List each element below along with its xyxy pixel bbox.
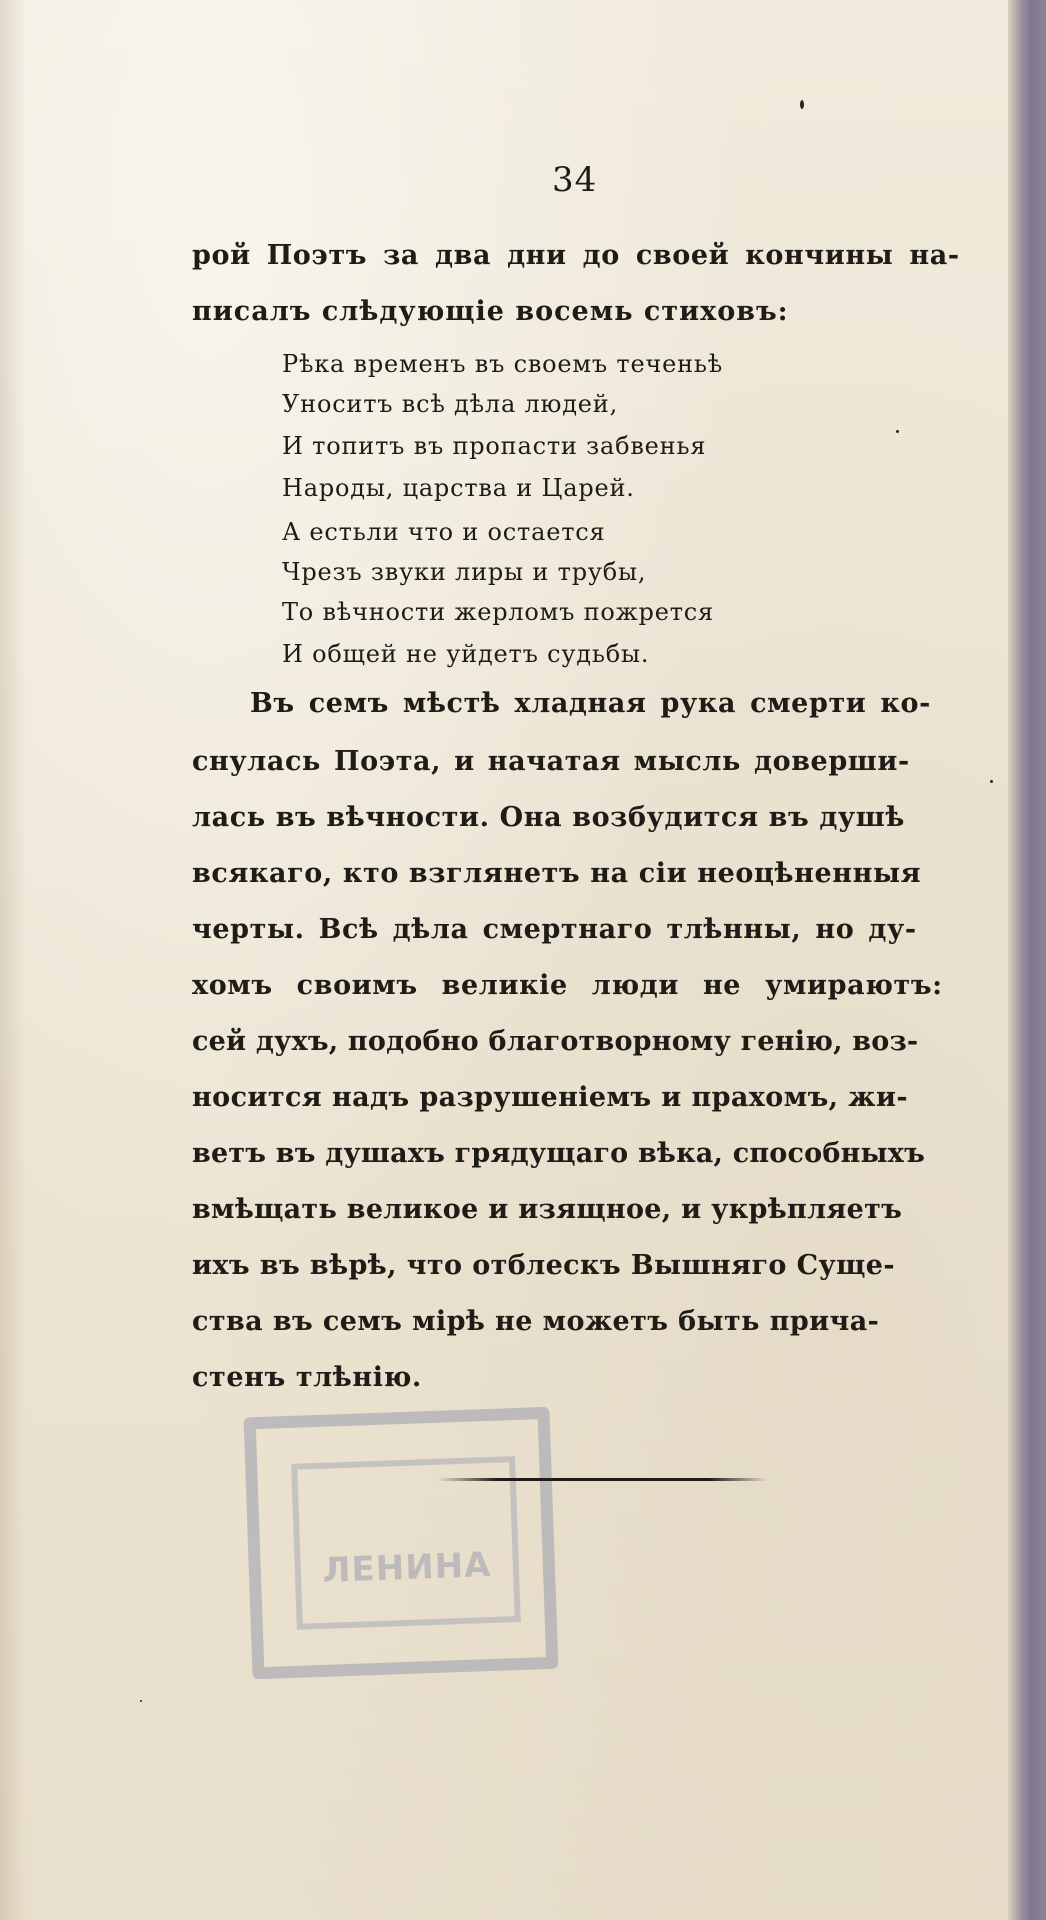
verse-line: И общей не уйдетъ судьбы. — [282, 640, 650, 668]
verse-line: Чрезъ звуки лиры и трубы, — [282, 558, 647, 586]
section-divider — [438, 1478, 768, 1481]
body-line: стенъ тлѣнію. — [192, 1362, 422, 1393]
page-edge-stain — [0, 0, 26, 1920]
paper-speck — [896, 430, 899, 433]
verse-line: Народы, царства и Царей. — [282, 474, 635, 502]
body-line: носится надъ разрушеніемъ и прахомъ, жи- — [192, 1082, 908, 1113]
page-number: 34 — [552, 160, 598, 200]
verse-line: Уноситъ всѣ дѣла людей, — [282, 390, 619, 418]
verse-line: И топитъ въ пропасти забвенья — [282, 432, 707, 460]
intro-line: рой Поэтъ за два дни до своей кончины на- — [192, 240, 960, 271]
stamp-text: ЛЕНИНА — [321, 1544, 493, 1591]
verse-line: А естьли что и остается — [282, 518, 606, 546]
paper-speck — [140, 1700, 142, 1702]
book-spine-edge — [1008, 0, 1046, 1920]
body-line: ихъ въ вѣрѣ, что отблескъ Вышняго Суще- — [192, 1250, 895, 1281]
verse-line: Рѣка временъ въ своемъ теченьѣ — [282, 350, 724, 378]
verse-line: То вѣчности жерломъ пожрется — [282, 598, 714, 626]
body-line: вмѣщать великое и изящное, и укрѣпляетъ — [192, 1194, 903, 1225]
body-line: хомъ своимъ великіе люди не умираютъ: — [192, 970, 943, 1001]
paper-speck — [990, 780, 993, 783]
body-line: ветъ въ душахъ грядущаго вѣка, способныхъ — [192, 1138, 926, 1169]
body-line: Въ семъ мѣстѣ хладная рука смерти ко- — [250, 688, 931, 719]
body-line: снулась Поэта, и начатая мысль доверши- — [192, 746, 910, 777]
intro-line: писалъ слѣдующіе восемь стиховъ: — [192, 296, 789, 327]
library-stamp — [233, 1392, 575, 1695]
body-line: всякаго, кто взглянетъ на сіи неоцѣненныя — [192, 858, 922, 889]
stamp-inner-frame — [291, 1456, 521, 1630]
body-line: ства въ семъ мірѣ не можетъ быть прича- — [192, 1306, 880, 1337]
paper-speck — [800, 100, 804, 109]
body-line: сей духъ, подобно благотворному генію, воз- — [192, 1026, 919, 1057]
body-line: лась въ вѣчности. Она возбудится въ душѣ — [192, 802, 906, 833]
body-line: черты. Всѣ дѣла смертнаго тлѣнны, но ду- — [192, 914, 917, 945]
